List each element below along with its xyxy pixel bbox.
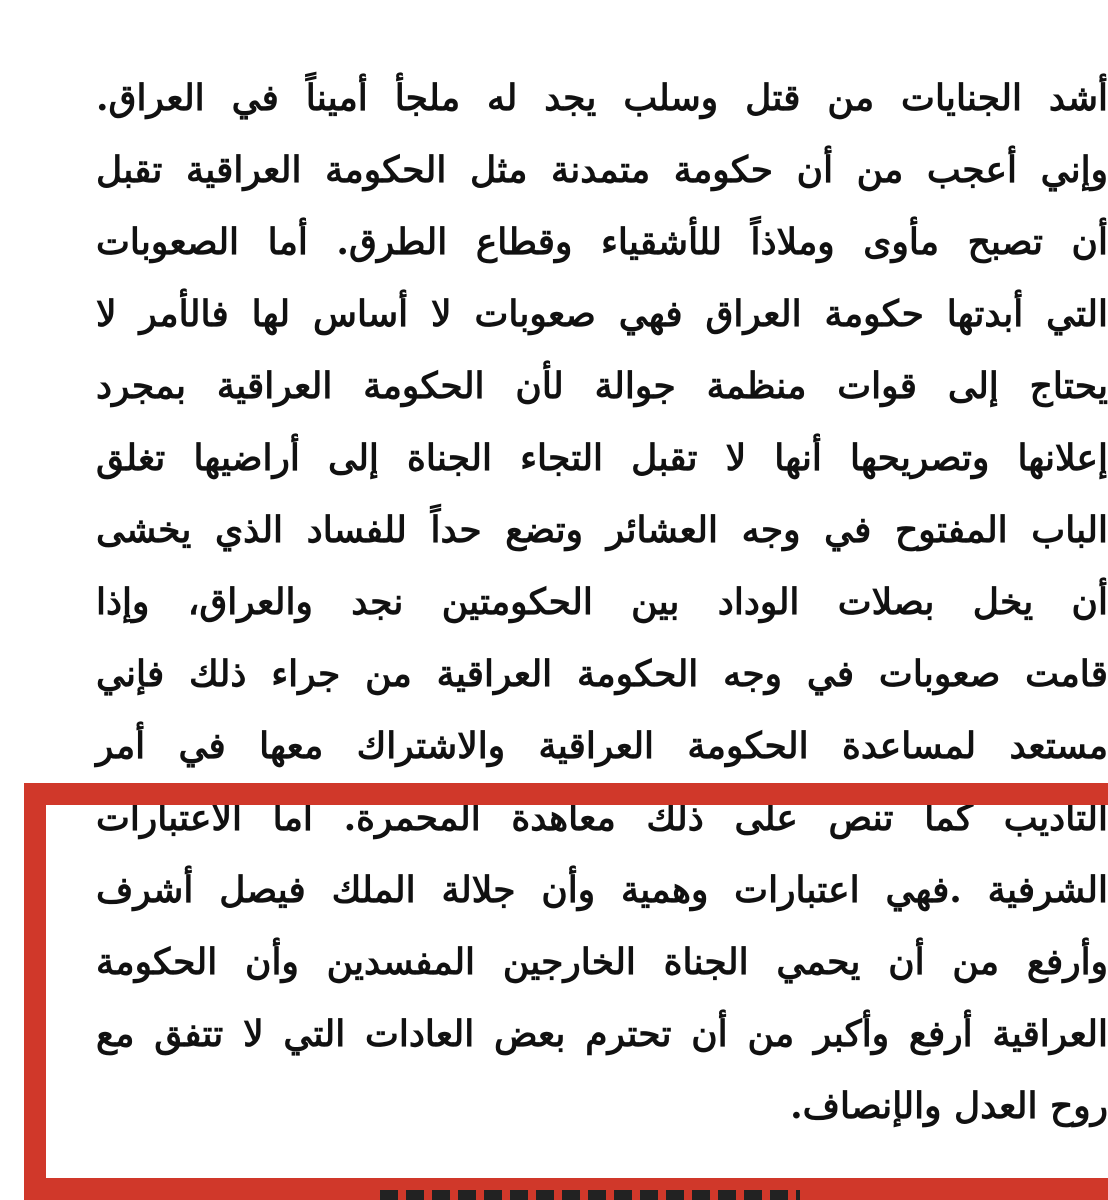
text-line-1: أشد الجنايات من قتل وسلب يجد له ملجأ أميناً في العراق. (96, 77, 1108, 119)
text-line-15: روح العدل والإنصاف. (790, 1085, 1108, 1127)
text-line-6: إعلانها وتصريحها أنها لا تقبل التجاء الجناة إلى أراضيها تغلق (96, 437, 1108, 479)
text-line-14: العراقية أرفع وأكبر من أن تحترم بعض العادات التي لا تتفق مع (96, 1013, 1108, 1055)
text-line-11: التأديب كما تنص على ذلك معاهدة المحمرة. أما الاعتبارات (96, 797, 1108, 839)
text-line-8: أن يخل بصلات الوداد بين الحكومتين نجد والعراق، وإذا (96, 581, 1108, 623)
text-line-7: الباب المفتوح في وجه العشائر وتضع حداً للفساد الذي يخشى (96, 509, 1108, 551)
text-line-10: مستعد لمساعدة الحكومة العراقية والاشتراك معها في أمر (96, 725, 1108, 767)
text-line-3: أن تصبح مأوى وملاذاً للأشقياء وقطاع الطرق. أما الصعوبات (96, 221, 1108, 263)
text-line-12: الشرفية .فهي اعتبارات وهمية وأن جلالة الملك فيصل أشرف (96, 869, 1108, 911)
text-line-4: التي أبدتها حكومة العراق فهي صعوبات لا أساس لها فالأمر لا (96, 293, 1108, 335)
cropped-next-line (380, 1190, 800, 1200)
text-line-13: وأرفع من أن يحمي الجناة الخارجين المفسدين وأن الحكومة (96, 941, 1108, 983)
text-line-9: قامت صعوبات في وجه الحكومة العراقية من جراء ذلك فإني (96, 653, 1108, 695)
text-line-2: وإني أعجب من أن حكومة متمدنة مثل الحكومة العراقية تقبل (96, 149, 1108, 191)
document-text (0, 62, 1108, 1142)
text-line-5: يحتاج إلى قوات منظمة جوالة لأن الحكومة العراقية بمجرد (96, 365, 1108, 407)
